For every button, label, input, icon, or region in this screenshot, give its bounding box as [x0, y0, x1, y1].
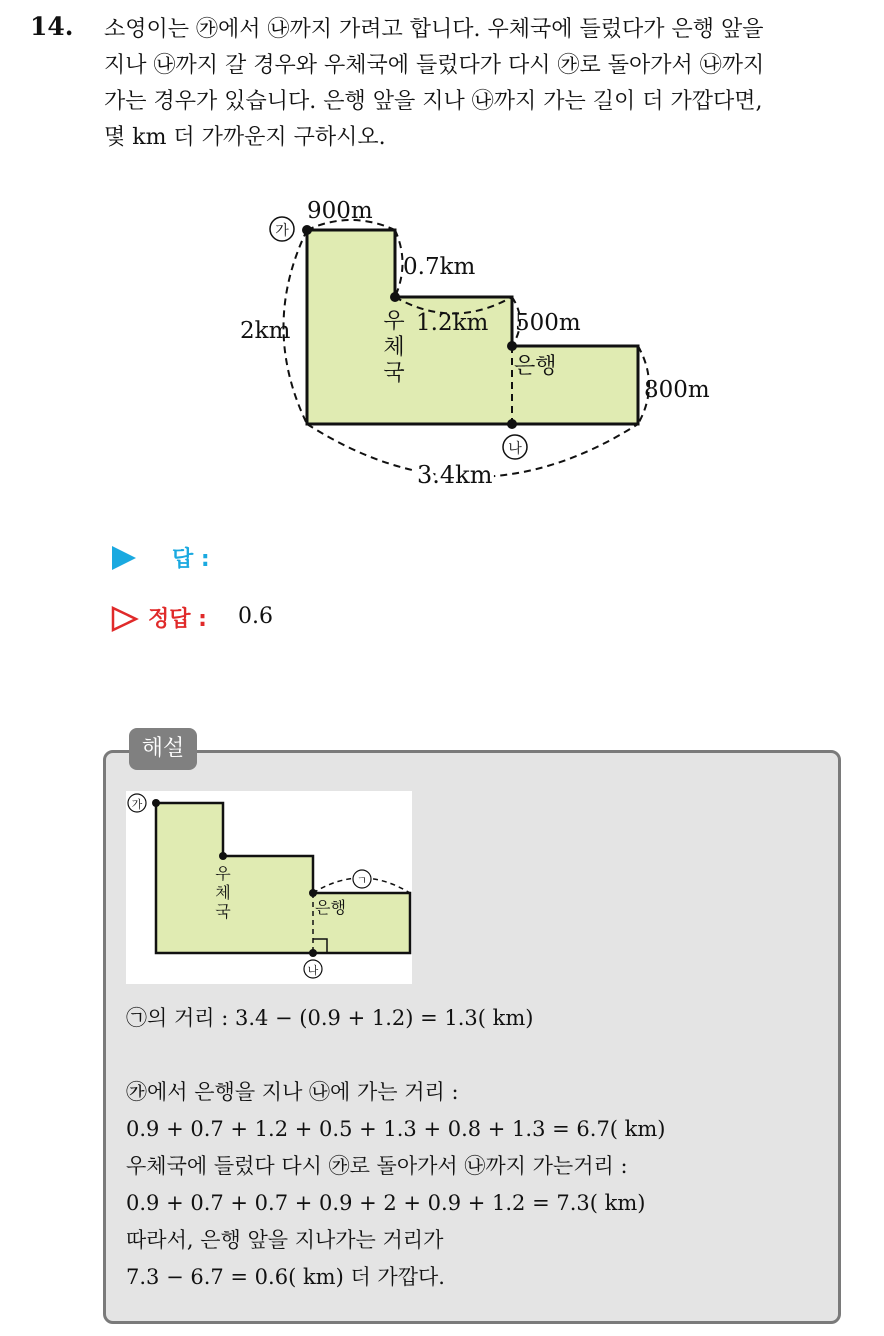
sol-bank-label: 은행 — [315, 898, 346, 917]
answer-arrow-icon — [110, 544, 140, 572]
correct-arrow-icon — [110, 605, 140, 633]
point-a-dot — [302, 225, 312, 235]
label-500m: 500m — [515, 310, 581, 336]
point-a-label: 가 — [275, 223, 289, 239]
solution-line: 따라서, 은행 앞을 지나가는 거리가 — [126, 1228, 444, 1252]
sol-point-b-label: 나 — [307, 964, 319, 977]
sol-post-office-label: 국 — [215, 902, 231, 921]
post-office-dot — [390, 292, 400, 302]
sol-point-a-label: 가 — [131, 798, 143, 811]
label-12km: 1.2km — [416, 310, 489, 336]
solution-figure — [126, 791, 412, 984]
correct-answer-value: 0.6 — [238, 604, 273, 629]
question-line: 소영이는 ㉮에서 ㉯까지 가려고 합니다. 우체국에 들렀다가 은행 앞을 — [104, 17, 764, 42]
solution-line — [126, 1037, 666, 1074]
post-office-label: 체 — [383, 335, 405, 360]
label-07km: 0.7km — [403, 254, 476, 280]
bank-dot — [507, 341, 517, 351]
question-line: 몇 km 더 가까운지 구하시오. — [104, 125, 386, 150]
point-b-dot — [507, 419, 517, 429]
solution-line: ㉠의 거리 : 3.4 − (0.9 + 1.2) = 1.3( km) — [126, 1006, 534, 1030]
label-34km: 3.4km — [417, 461, 493, 489]
question-text — [104, 12, 864, 156]
route-map-figure — [210, 180, 740, 500]
solution-text — [126, 1000, 666, 1296]
question-line: 가는 경우가 있습니다. 은행 앞을 지나 ㉯까지 가는 길이 더 가깝다면, — [104, 89, 763, 114]
bank-label: 은행 — [514, 354, 557, 379]
label-800m: 800m — [644, 377, 710, 403]
solution-tag: 해설 — [129, 728, 197, 770]
solution-line: 7.3 − 6.7 = 0.6( km) 더 가깝다. — [126, 1265, 445, 1289]
correct-answer-label: 정답 : — [148, 607, 207, 632]
answer-label: 답 : — [172, 547, 210, 572]
marker-g-label: ㄱ — [356, 874, 368, 887]
question-line: 지나 ㉯까지 갈 경우와 우체국에 들렀다가 다시 ㉮로 돌아가서 ㉯까지 — [104, 53, 765, 78]
solution-line: 우체국에 들렀다 다시 ㉮로 돌아가서 ㉯까지 가는거리 : — [126, 1154, 628, 1178]
point-b-label: 나 — [508, 441, 522, 457]
post-office-label: 우 — [383, 309, 405, 334]
sol-post-office-label: 우 — [215, 864, 231, 883]
post-office-label: 국 — [383, 361, 405, 386]
solution-line: ㉮에서 은행을 지나 ㉯에 가는 거리 : — [126, 1080, 459, 1104]
label-900m: 900m — [307, 198, 373, 224]
solution-line: 0.9 + 0.7 + 0.7 + 0.9 + 2 + 0.9 + 1.2 = 7.3( km) — [126, 1191, 646, 1215]
label-2km: 2km — [240, 318, 291, 344]
question-number: 14. — [30, 12, 74, 41]
solution-line: 0.9 + 0.7 + 1.2 + 0.5 + 1.3 + 0.8 + 1.3 = 6.7( km) — [126, 1117, 666, 1141]
sol-post-office-label: 체 — [215, 883, 231, 902]
